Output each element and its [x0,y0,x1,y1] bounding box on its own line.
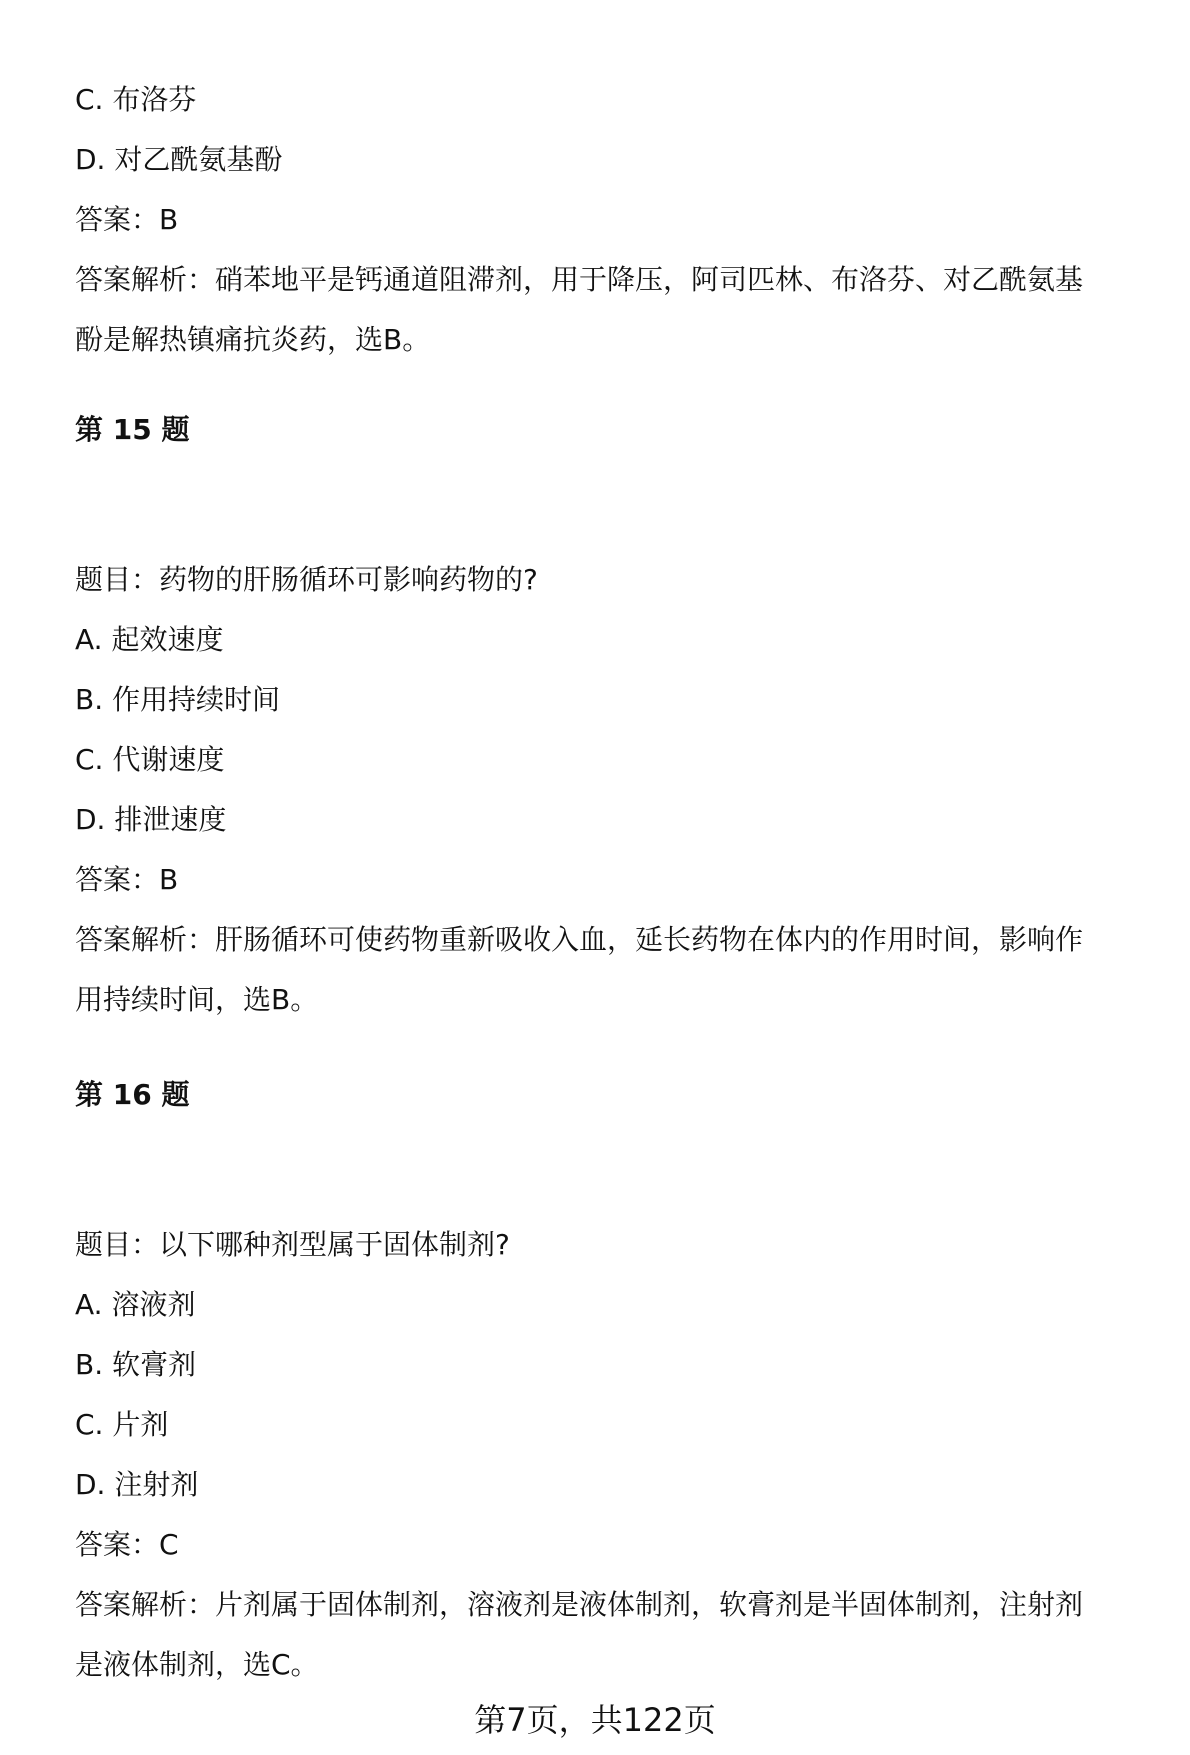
q15-option-a: A. 起效速度 [75,623,224,656]
q16-option-a: A. 溶液剂 [75,1288,196,1321]
q14-explanation-line-1: 答案解析：硝苯地平是钙通道阻滞剂，用于降压，阿司匹林、布洛芬、对乙酰氨基 [75,263,1084,296]
q16-explanation-line-1: 答案解析：片剂属于固体制剂，溶液剂是液体制剂，软膏剂是半固体制剂，注射剂 [75,1588,1084,1621]
q15-option-b: B. 作用持续时间 [75,683,281,716]
q16-option-c: C. 片剂 [75,1408,169,1441]
q14-option-c: C. 布洛芬 [75,83,197,116]
q15-explanation-line-2: 用持续时间，选B。 [75,983,319,1016]
page-number: 第7页，共122页 [474,1701,716,1739]
q16-answer: 答案：C [75,1528,179,1561]
q16-explanation-line-2: 是液体制剂，选C。 [75,1648,319,1681]
q14-option-d: D. 对乙酰氨基酚 [75,143,283,176]
q16-question: 题目：以下哪种剂型属于固体制剂? [75,1228,510,1261]
q16-heading: 第 16 题 [75,1078,190,1111]
q15-heading: 第 15 题 [75,413,190,446]
q15-option-d: D. 排泄速度 [75,803,227,836]
q16-option-b: B. 软膏剂 [75,1348,197,1381]
q15-explanation-line-1: 答案解析：肝肠循环可使药物重新吸收入血，延长药物在体内的作用时间，影响作 [75,923,1084,956]
q14-explanation-line-2: 酚是解热镇痛抗炎药，选B。 [75,323,431,356]
q16-option-d: D. 注射剂 [75,1468,199,1501]
q15-option-c: C. 代谢速度 [75,743,225,776]
q15-answer: 答案：B [75,863,179,896]
q15-question: 题目：药物的肝肠循环可影响药物的? [75,563,538,596]
q14-answer: 答案：B [75,203,179,236]
